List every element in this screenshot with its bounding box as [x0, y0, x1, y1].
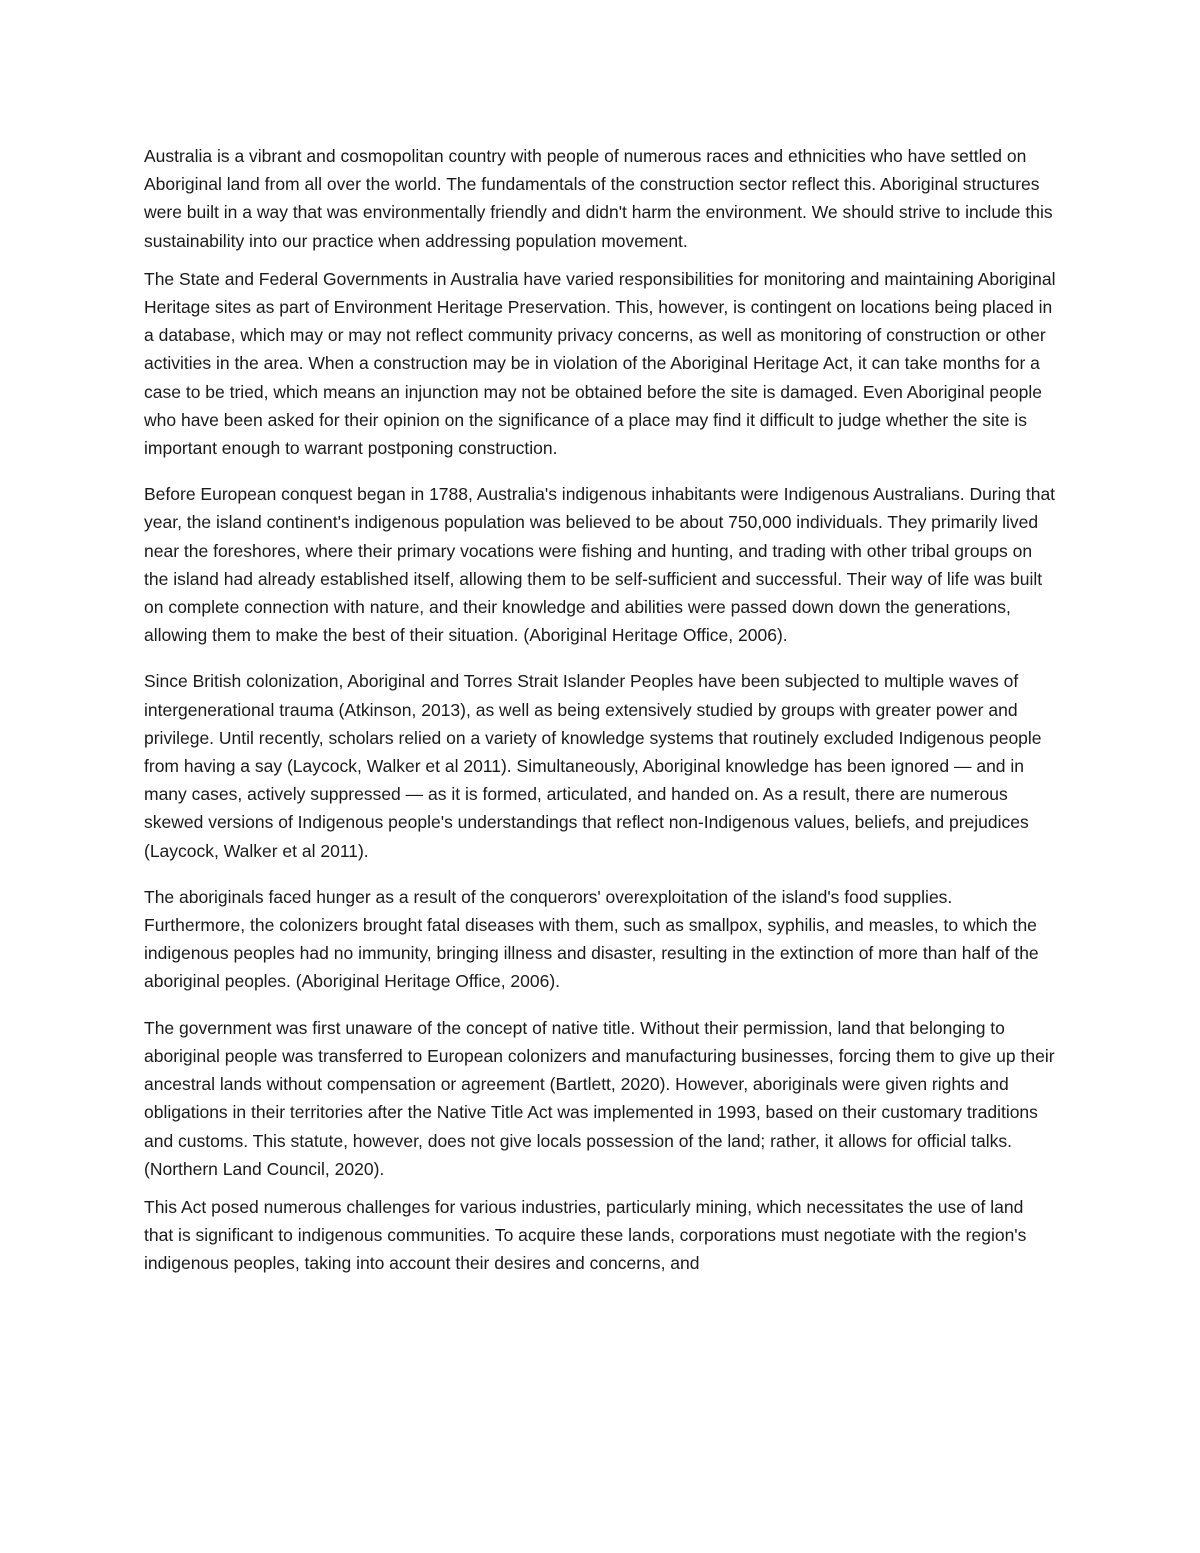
paragraph-1: Australia is a vibrant and cosmopolitan country with people of numerous races and ethnicities who have settled on Aboriginal land from all over the world. The fundamentals of the construction sector reflect this. Aboriginal structures were built in a way that was environmentally friendly and didn't harm the environment. We should strive to include this sustainability into our practice when addressing population movement. [144, 146, 1053, 251]
document-body [144, 142, 1056, 1278]
paragraph-4: Since British colonization, Aboriginal and Torres Strait Islander Peoples have been subjected to multiple waves of intergenerational trauma (Atkinson, 2013), as well as being extensively studied by groups with greater power and privilege. Until recently, scholars relied on a variety of knowledge systems that routinely excluded Indigenous people from having a say (Laycock, Walker et al 2011). Simultaneously, Aboriginal knowledge has been ignored — and in many cases, actively suppressed — as it is formed, articulated, and handed on. As a result, there are numerous skewed versions of Indigenous people's understandings that reflect non-Indigenous values, beliefs, and prejudices (Laycock, Walker et al 2011). [144, 671, 1042, 861]
paragraph-3: Before European conquest began in 1788, Australia's indigenous inhabitants were Indigenous Australians. During that year, the island continent's indigenous population was believed to be about 750,000 individuals. They primarily lived near the foreshores, where their primary vocations were fishing and hunting, and trading with other tribal groups on the island had already established itself, allowing them to be self-sufficient and successful. Their way of life was built on complete connection with nature, and their knowledge and abilities were passed down down the generations, allowing them to make the best of their situation. (Aboriginal Heritage Office, 2006). [144, 484, 1056, 646]
paragraph-5: The aboriginals faced hunger as a result of the conquerors' overexploitation of the island's food supplies. Furthermore, the colonizers brought fatal diseases with them, such as smallpox, syphilis, and measles, to which the indigenous peoples had no immunity, bringing illness and disaster, resulting in the extinction of more than half of the aboriginal peoples. (Aboriginal Heritage Office, 2006). [144, 886, 1039, 992]
paragraph-6: The government was first unaware of the concept of native title. Without their permission, land that belonging to aboriginal people was transferred to European colonizers and manufacturing businesses, forcing them to give up their ancestral lands without compensation or agreement (Bartlett, 2020). However, aboriginals were given rights and obligations in their territories after the Native Title Act was implemented in 1993, based on their customary traditions and customs. This statute, however, does not give locals possession of the land; rather, it allows for official talks. (Northern Land Council, 2020). [144, 1017, 1055, 1179]
paragraph-2: The State and Federal Governments in Australia have varied responsibilities for monitoring and maintaining Aboriginal Heritage sites as part of Environment Heritage Preservation. This, however, is contingent on locations being placed in a database, which may or may not reflect community privacy concerns, as well as monitoring of construction or other activities in the area. When a construction may be in violation of the Aboriginal Heritage Act, it can take months for a case to be tried, which means an injunction may not be obtained before the site is damaged. Even Aboriginal people who have been asked for their opinion on the significance of a place may find it difficult to judge whether the site is important enough to warrant postponing construction. [144, 268, 1056, 459]
paragraph-7: This Act posed numerous challenges for various industries, particularly mining, which necessitates the use of land that is significant to indigenous communities. To acquire these lands, corporations must negotiate with the region's indigenous peoples, taking into account their desires and concerns, and [144, 1196, 1027, 1274]
